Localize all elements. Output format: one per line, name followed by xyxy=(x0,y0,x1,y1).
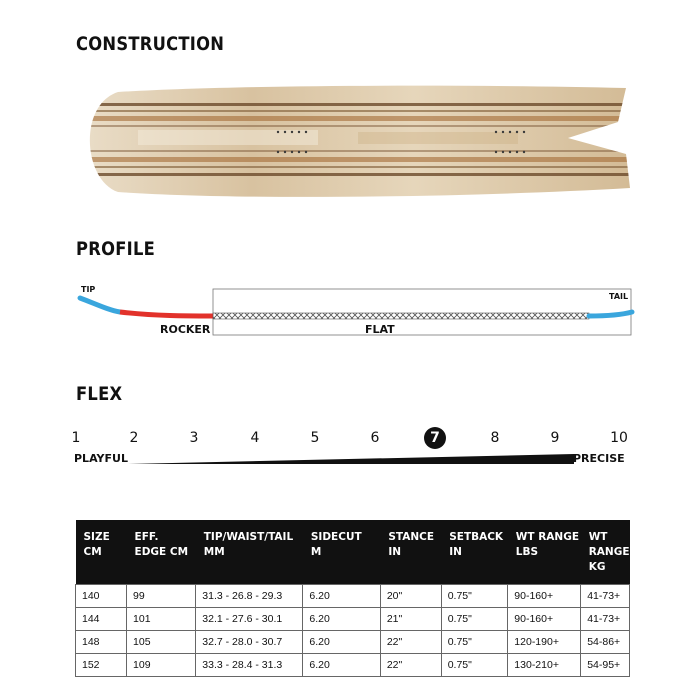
profile-tip-label: TIP xyxy=(81,285,96,294)
cell-size: 144 xyxy=(76,608,127,631)
flex-scale-10: 10 xyxy=(610,430,628,446)
flex-scale-8: 8 xyxy=(490,430,500,446)
cell-wt-lbs: 120-190+ xyxy=(508,631,581,654)
cell-edge: 101 xyxy=(127,608,196,631)
cell-size: 140 xyxy=(76,585,127,608)
profile-rocker-label: ROCKER xyxy=(160,323,211,336)
col-edge-header: EFF. EDGE CM xyxy=(127,520,196,585)
construction-heading: CONSTRUCTION xyxy=(76,33,225,55)
col-wt-lbs-header: WT RANGE LBS xyxy=(508,520,581,585)
cell-setback: 0.75" xyxy=(441,608,508,631)
cell-setback: 0.75" xyxy=(441,631,508,654)
cell-setback: 0.75" xyxy=(441,585,508,608)
cell-edge: 105 xyxy=(127,631,196,654)
table-row xyxy=(76,631,630,654)
flat-segment xyxy=(213,313,589,319)
cell-setback: 0.75" xyxy=(441,654,508,677)
cell-wt-kg: 54-95+ xyxy=(581,654,630,677)
flex-scale-7: 7 xyxy=(424,427,446,449)
col-wt-kg-header: WT RANGE KG xyxy=(581,520,630,585)
cell-wt-lbs: 90-160+ xyxy=(508,585,581,608)
col-size-header: SIZE CM xyxy=(76,520,127,585)
flex-precise-label: PRECISE xyxy=(573,452,625,465)
flex-scale-1: 1 xyxy=(71,430,81,446)
cell-dimensions: 31.3 - 26.8 - 29.3 xyxy=(196,585,303,608)
cell-sidecut: 6.20 xyxy=(303,654,380,677)
specs-table xyxy=(75,520,630,677)
table-row xyxy=(76,585,630,608)
col-stance-header: STANCE IN xyxy=(380,520,441,585)
col-dimensions-header: TIP/WAIST/TAIL MM xyxy=(196,520,303,585)
profile-heading: PROFILE xyxy=(76,238,156,260)
cell-stance: 20" xyxy=(380,585,441,608)
tip-rise-segment xyxy=(80,298,120,312)
flex-wedge-bar xyxy=(128,448,574,468)
rocker-segment xyxy=(120,312,213,316)
flex-scale-5: 5 xyxy=(310,430,320,446)
cell-wt-kg: 41-73+ xyxy=(581,585,630,608)
cell-wt-lbs: 130-210+ xyxy=(508,654,581,677)
col-sidecut-header: SIDECUT M xyxy=(303,520,380,585)
tail-rise-segment xyxy=(589,312,632,316)
cell-stance: 22" xyxy=(380,631,441,654)
cell-edge: 109 xyxy=(127,654,196,677)
cell-dimensions: 32.7 - 28.0 - 30.7 xyxy=(196,631,303,654)
cell-wt-lbs: 90-160+ xyxy=(508,608,581,631)
cell-sidecut: 6.20 xyxy=(303,631,380,654)
flex-scale-6: 6 xyxy=(370,430,380,446)
cell-wt-kg: 41-73+ xyxy=(581,608,630,631)
cell-wt-kg: 54-86+ xyxy=(581,631,630,654)
flex-scale-2: 2 xyxy=(129,430,139,446)
specs-header-row xyxy=(76,520,630,585)
flex-scale-9: 9 xyxy=(550,430,560,446)
col-setback-header: SETBACK IN xyxy=(441,520,508,585)
flex-heading: FLEX xyxy=(76,383,123,405)
flex-playful-label: PLAYFUL xyxy=(74,452,128,465)
cell-sidecut: 6.20 xyxy=(303,585,380,608)
table-row xyxy=(76,654,630,677)
flex-scale-3: 3 xyxy=(189,430,199,446)
cell-edge: 99 xyxy=(127,585,196,608)
board-construction-image xyxy=(78,80,633,205)
cell-stance: 22" xyxy=(380,654,441,677)
profile-flat-label: FLAT xyxy=(365,323,395,336)
cell-size: 152 xyxy=(76,654,127,677)
profile-tail-label: TAIL xyxy=(609,292,629,301)
cell-dimensions: 33.3 - 28.4 - 31.3 xyxy=(196,654,303,677)
cell-stance: 21" xyxy=(380,608,441,631)
cell-dimensions: 32.1 - 27.6 - 30.1 xyxy=(196,608,303,631)
cell-size: 148 xyxy=(76,631,127,654)
cell-sidecut: 6.20 xyxy=(303,608,380,631)
flat-zone-frame xyxy=(213,289,631,335)
table-row xyxy=(76,608,630,631)
flex-scale-4: 4 xyxy=(250,430,260,446)
